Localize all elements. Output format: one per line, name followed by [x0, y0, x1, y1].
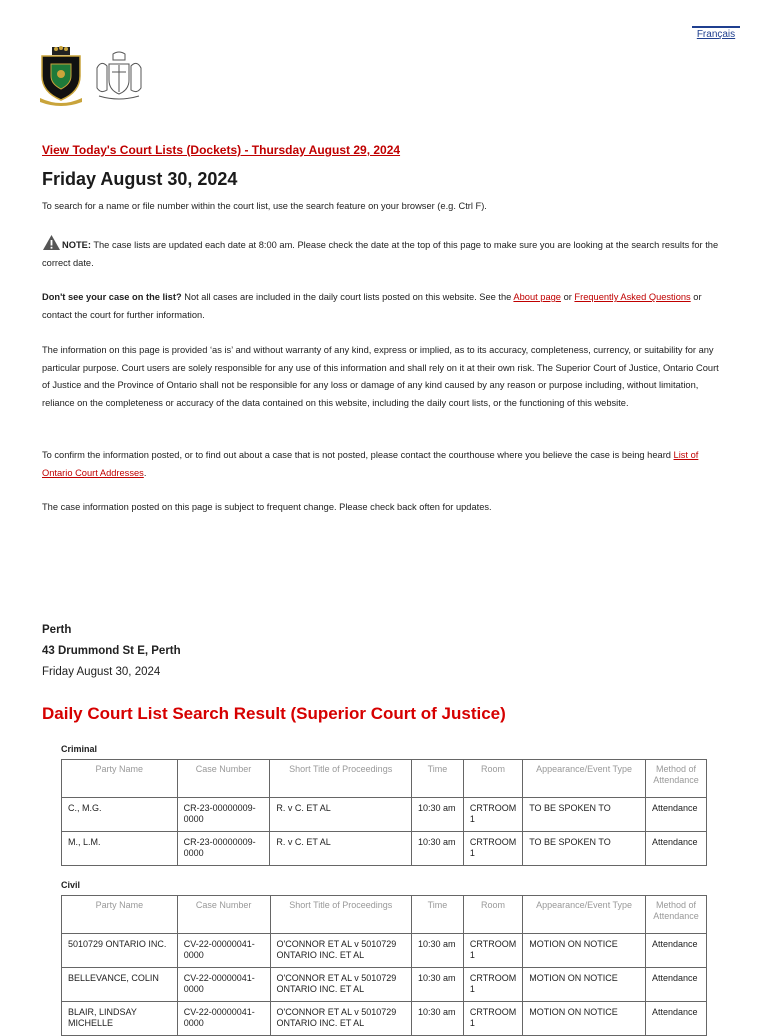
cell-method: Attendance [645, 968, 706, 1002]
col-short-title: Short Title of Proceedings [270, 760, 412, 798]
cell-method: Attendance [645, 832, 706, 866]
court-addresses-link[interactable]: List of Ontario Court Addresses [42, 450, 699, 478]
col-time: Time [412, 896, 464, 934]
confirm-info-text [42, 447, 728, 482]
col-time: Time [411, 760, 463, 798]
col-party-name: Party Name [62, 760, 178, 798]
cell-title: O'CONNOR ET AL v 5010729 ONTARIO INC. ET AL [270, 968, 412, 1002]
cell-time: 10:30 am [412, 968, 464, 1002]
cell-method: Attendance [645, 798, 706, 832]
note-text: The case lists are updated each date at 8:00 am. Please check the date at the top of this page to make sure you are looking at the search results for the correct date. [42, 240, 719, 268]
cell-title: R. v C. ET AL [270, 798, 412, 832]
cell-room: CRTROOM 1 [463, 798, 522, 832]
cell-case-number: CR-23-00000009-0000 [177, 832, 270, 866]
cell-party: 5010729 ONTARIO INC. [62, 934, 178, 968]
cell-room: CRTROOM 1 [463, 1002, 522, 1036]
cell-title: R. v C. ET AL [270, 832, 412, 866]
col-method: Method of Attendance [645, 760, 706, 798]
cell-room: CRTROOM 1 [463, 968, 522, 1002]
search-tip: To search for a name or file number within the court list, use the search feature on your browser (e.g. Ctrl F). [42, 201, 487, 211]
cell-event: MOTION ON NOTICE [523, 1002, 646, 1036]
cell-event: TO BE SPOKEN TO [523, 798, 646, 832]
subject-to-change-text: The case information posted on this page is subject to frequent change. Please check back often for updates. [42, 502, 492, 512]
col-short-title: Short Title of Proceedings [270, 896, 412, 934]
ontario-arms-logo [93, 50, 145, 102]
court-location-block [42, 620, 181, 683]
warning-icon [42, 234, 61, 251]
confirm-end: . [143, 467, 147, 478]
col-event-type: Appearance/Event Type [523, 896, 646, 934]
update-note [42, 234, 728, 272]
court-name: Perth [42, 624, 72, 636]
missing-case-notice [42, 289, 728, 324]
court-address: 43 Drummond St E, Perth [42, 645, 181, 657]
cell-event: TO BE SPOKEN TO [523, 832, 646, 866]
cell-party: BELLEVANCE, COLIN [62, 968, 178, 1002]
cell-case-number: CV-22-00000041-0000 [177, 1002, 270, 1036]
cell-party: BLAIR, LINDSAY MICHELLE [62, 1002, 178, 1036]
cell-title: O'CONNOR ET AL v 5010729 ONTARIO INC. ET AL [270, 934, 412, 968]
table-row [62, 832, 707, 866]
criminal-section-label: Criminal [61, 744, 98, 754]
criminal-cases-table [61, 759, 707, 866]
cell-method: Attendance [645, 1002, 706, 1036]
dont-see-label: Don't see your case on the list? [42, 292, 182, 302]
court-date: Friday August 30, 2024 [42, 666, 161, 678]
confirm-text: To confirm the information posted, or to find out about a case that is not posted, please contact the courthouse where you believe the case is being heard [42, 450, 674, 460]
table-row [62, 798, 707, 832]
cell-time: 10:30 am [412, 934, 464, 968]
col-case-number: Case Number [177, 896, 270, 934]
table-row [62, 968, 707, 1002]
about-page-link[interactable]: About page [513, 292, 561, 302]
cell-party: M., L.M. [62, 832, 178, 866]
col-room: Room [463, 896, 522, 934]
cell-case-number: CV-22-00000041-0000 [177, 968, 270, 1002]
page-date-heading: Friday August 30, 2024 [42, 169, 238, 189]
note-label: NOTE: [62, 240, 91, 250]
cell-time: 10:30 am [412, 1002, 464, 1036]
or-text: or [560, 292, 575, 302]
col-method: Method of Attendance [645, 896, 706, 934]
cell-case-number: CV-22-00000041-0000 [177, 934, 270, 968]
contact-text: or contact the court for further information. [42, 292, 702, 320]
table-row [62, 934, 707, 968]
col-event-type: Appearance/Event Type [523, 760, 646, 798]
language-toggle-link[interactable]: Français [692, 26, 740, 40]
dont-see-text: Not all cases are included in the daily court lists posted on this website. See the [181, 292, 514, 302]
table-row [62, 1002, 707, 1036]
cell-time: 10:30 am [411, 798, 463, 832]
civil-cases-table [61, 895, 707, 1036]
today-court-lists-link[interactable]: View Today's Court Lists (Dockets) - Thursday August 29, 2024 [42, 143, 401, 157]
table-header-row [62, 760, 707, 798]
search-result-title: Daily Court List Search Result (Superior Court of Justice) [42, 704, 506, 723]
cell-method: Attendance [645, 934, 706, 968]
cell-party: C., M.G. [62, 798, 178, 832]
cell-room: CRTROOM 1 [463, 934, 522, 968]
cell-event: MOTION ON NOTICE [523, 968, 646, 1002]
court-crest-logo [38, 46, 84, 106]
civil-section-label: Civil [61, 880, 81, 890]
cell-room: CRTROOM 1 [463, 832, 522, 866]
cell-title: O'CONNOR ET AL v 5010729 ONTARIO INC. ET AL [270, 1002, 412, 1036]
cell-time: 10:30 am [411, 832, 463, 866]
table-header-row [62, 896, 707, 934]
cell-event: MOTION ON NOTICE [523, 934, 646, 968]
faq-link[interactable]: Frequently Asked Questions [574, 292, 691, 302]
col-case-number: Case Number [177, 760, 270, 798]
cell-case-number: CR-23-00000009-0000 [177, 798, 270, 832]
col-room: Room [463, 760, 522, 798]
col-party-name: Party Name [62, 896, 178, 934]
disclaimer-text: The information on this page is provided ‘as is’ and without warranty of any kind, express or implied, as to its accuracy, completeness, currency, or suitability for any particular purpose. Court users are solely responsible for any use of this information and shall rely on it at their own risk. The Superior Court of Justice, Ontario Court of Justice and the Province of Ontario shall not be responsible for any loss or damage of any kind caused by any reason or purpose including, without limitation, reliance on the completeness or accuracy of the data contained on this website, including the daily court lists, or the functioning of this website. [42, 345, 719, 408]
